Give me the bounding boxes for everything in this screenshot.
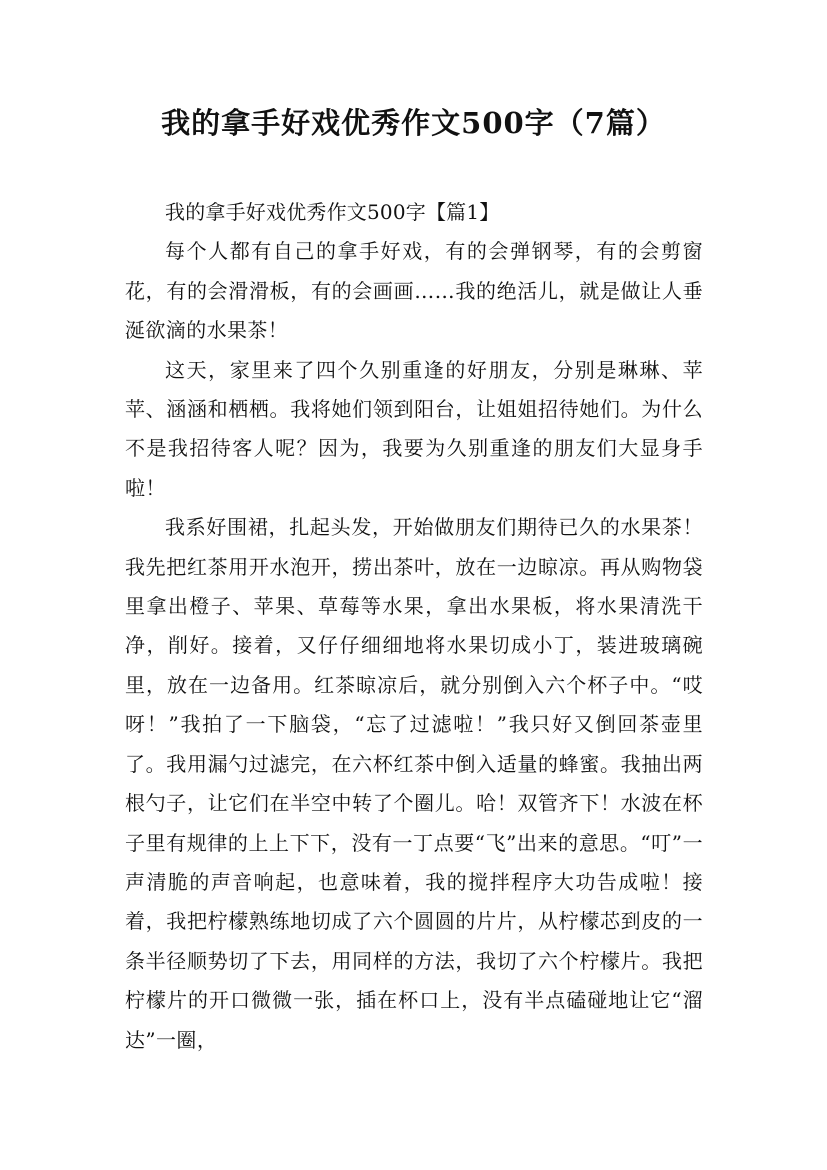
article-body [125, 193, 703, 1060]
section-heading: 我的拿手好戏优秀作文500字【篇1】 [165, 200, 500, 224]
document-title: 我的拿手好戏优秀作文500字（7篇） [161, 106, 666, 140]
paragraph-3: 我系好围裙，扎起头发，开始做朋友们期待已久的水果茶！我先把红茶用开水泡开，捞出茶叶，放在一边晾凉。再从购物袋里拿出橙子、苹果、草莓等水果，拿出水果板，将水果清洗干净，削好。接着，又仔仔细细地将水果切成小丁，装进玻璃碗里，放在一边备用。红茶晾凉后，就分别倒入六个杯子中。“哎呀！”我拍了一下脑袋，“忘了过滤啦！”我只好又倒回茶壶里了。我用漏勺过滤完，在六杯红茶中倒入适量的蜂蜜。我抽出两根勺子，让它们在半空中转了个圈儿。哈！双管齐下！水波在杯子里有规律的上上下下，没有一丁点要“飞”出来的意思。“叮”一声清脆的声音响起，也意味着，我的搅拌程序大功告成啦！接着，我把柠檬熟练地切成了六个圆圆的片片，从柠檬芯到皮的一条半径顺势切了下去，用同样的方法，我切了六个柠檬片。我把柠檬片的开口微微一张，插在杯口上，没有半点磕碰地让它“溜达”一圈， [125, 515, 703, 1052]
paragraph-2: 这天，家里来了四个久别重逢的好朋友，分别是琳琳、苹苹、涵涵和栖栖。我将她们领到阳台，让姐姐招待她们。为什么不是我招待客人呢？因为，我要为久别重逢的朋友们大显身手啦！ [125, 357, 703, 500]
paragraph-1: 每个人都有自己的拿手好戏，有的会弹钢琴，有的会剪窗花，有的会滑滑板，有的会画画……我的绝活儿，就是做让人垂涎欲滴的水果茶！ [125, 239, 703, 343]
